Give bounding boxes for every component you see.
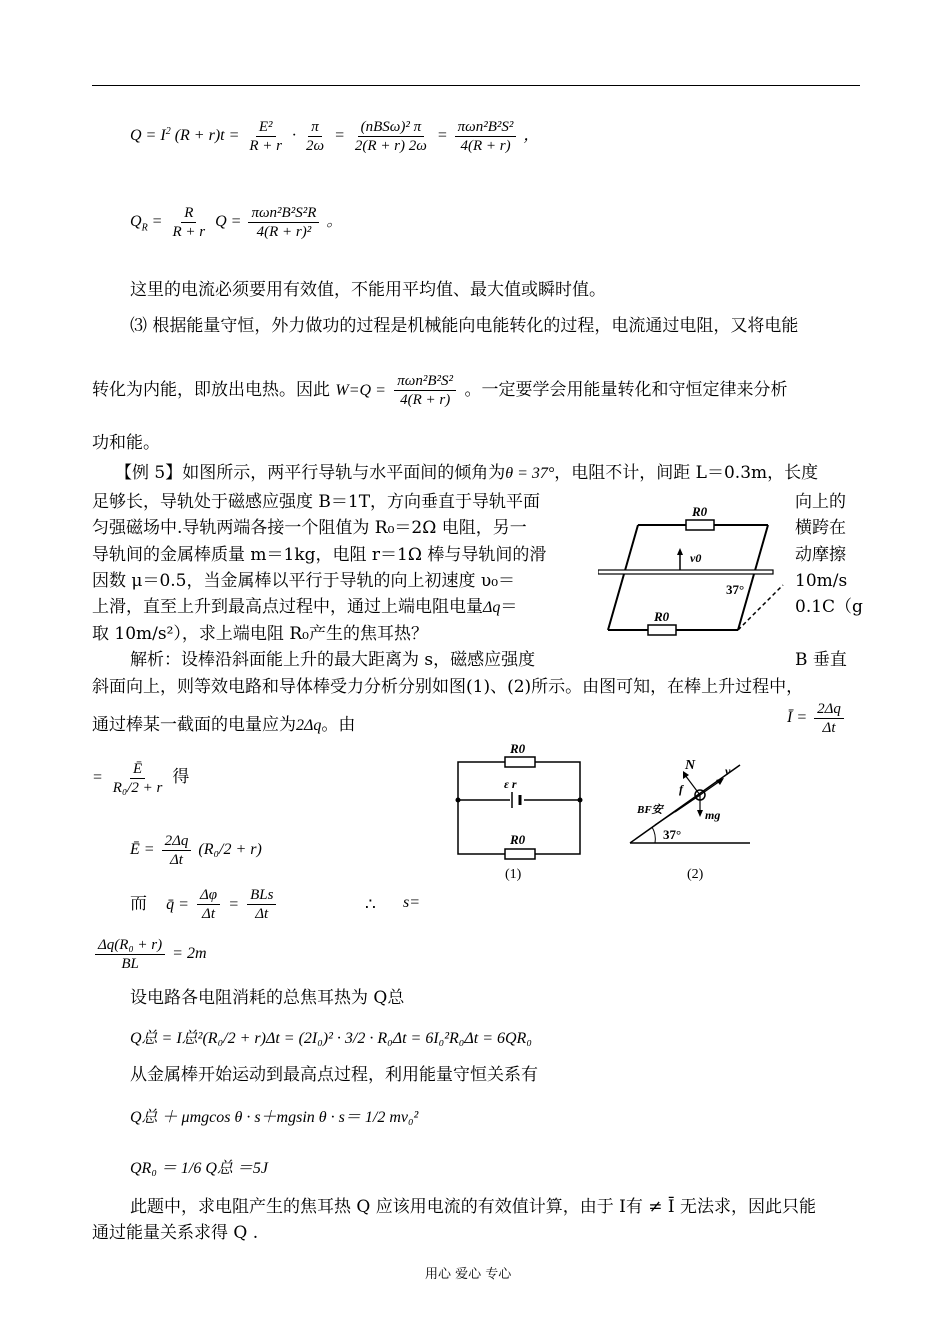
rail-figure bbox=[598, 490, 788, 640]
page-footer: 用心 爱心 专心 bbox=[425, 1267, 512, 1282]
force-caption: (2) bbox=[687, 867, 704, 882]
paragraph-energy-2: 转化为内能，即放出电热。因此 W=Q = $\frac{\text{πωn²B²S²}}{4(R + r)}$ 。一定要学会用能量转化和守恒定律来分析 bbox=[92, 373, 788, 408]
example-line-6b: 0.1C（g bbox=[795, 597, 863, 617]
formula-i-e: = $\frac{Ē}{\text{R₀/2 + r}}$ 得 bbox=[92, 761, 190, 796]
therefore-symbol: ∴ bbox=[365, 895, 376, 915]
force-figure bbox=[625, 755, 785, 885]
formula-e-bar: Ē = $\frac{2\Delta q}{\Delta t}$ (R₀/2 + r) bbox=[130, 833, 262, 868]
formula-q-bar: 而 q̄ = $\frac{\Delta\varphi}{\Delta t}$ = $\frac{\text{BLs}}{\Delta t}$ bbox=[130, 886, 279, 923]
force-mg-label: mg bbox=[705, 808, 721, 822]
force-bf-label: BF安 bbox=[637, 804, 663, 816]
example-line-2b: 向上的 bbox=[795, 492, 846, 512]
solution-line-1b: B 垂直 bbox=[795, 650, 847, 670]
force-v-label: v bbox=[725, 764, 731, 778]
rail-v0-label: v0 bbox=[690, 551, 702, 565]
energy-intro: 从金属棒开始运动到最高点过程，利用能量守恒关系有 bbox=[130, 1065, 538, 1085]
formula-q-r: $Q_R$ = $\frac{R}{R + r}$ Q = $\frac{\text{πωn²B²S²R}}{\text{4(R + r)²}}$ 。 bbox=[130, 205, 343, 240]
solution-line-1a: 解析：设棒沿斜面能上升的最大距离为 s，磁感应强度 bbox=[130, 650, 536, 670]
paragraph-energy-1: ⑶ 根据能量守恒，外力做功的过程是机械能向电能转化的过程，电流通过电阻，又将电能 bbox=[130, 316, 799, 336]
example-line-4a: 导轨间的金属棒质量 m＝1kg，电阻 r＝1Ω 棒与导轨间的滑 bbox=[92, 545, 547, 565]
formula-energy: Q总 ＋ μmgcos θ · s＋mgsin θ · s＝ 1/2 mv₀² bbox=[130, 1109, 419, 1126]
heat-intro: 设电路各电阻消耗的总焦耳热为 Q总 bbox=[130, 988, 405, 1008]
formula-s-label: s= bbox=[403, 894, 421, 911]
example-line-5a: 因数 μ＝0.5，当金属棒以平行于导轨的向上初速度 υ₀＝ bbox=[92, 571, 516, 591]
rail-r-top-label: R0 bbox=[692, 504, 708, 519]
example-line-1: 【例 5】如图所示，两平行导轨与水平面间的倾角为θ = 37°，电阻不计，间距 L＝0.3m，长度 bbox=[115, 463, 819, 483]
formula-q-total: $Q = I^2$ (R + r)t = $\frac{\text{E²}}{R + r}$ · $\frac{\pi}{2\omega}$ = $\frac{\text{(nBSω)² π}}{2(R + r) 2\omega}$ = $\frac{\text{πωn²B²S²}}{4(R + r)}$ ， bbox=[130, 119, 540, 154]
circuit-r-top-label: R0 bbox=[510, 741, 526, 756]
example-line-4b: 动摩擦 bbox=[795, 545, 846, 565]
conclusion-line-1: 此题中，求电阻产生的焦耳热 Q 应该用电流的有效值计算，由于 I有 ≠ Ī 无法求，因此只能 bbox=[130, 1197, 817, 1217]
circuit-r-bot-label: R0 bbox=[510, 832, 526, 847]
example-line-6a: 上滑，直至上升到最高点过程中，通过上端电阻电量Δq＝ bbox=[92, 597, 518, 617]
example-line-3a: 匀强磁场中.导轨两端各接一个阻值为 R₀＝2Ω 电阻，另一 bbox=[92, 518, 527, 538]
circuit-figure bbox=[450, 740, 590, 885]
example-line-5b: 10m/s bbox=[795, 571, 848, 591]
formula-result: QR₀ ＝ 1/6 Q总 ＝5J bbox=[130, 1160, 268, 1177]
example-line-3b: 横跨在 bbox=[795, 518, 846, 538]
formula-i-bar: Ī = $\frac{2\Delta q}{\Delta t}$ bbox=[787, 700, 847, 737]
force-n-label: N bbox=[685, 758, 696, 773]
example-line-7: 取 10m/s²），求上端电阻 R₀产生的焦耳热？ bbox=[92, 624, 428, 644]
paragraph-energy-3: 功和能。 bbox=[92, 433, 160, 453]
force-angle-label: 37° bbox=[663, 827, 682, 842]
force-f-label: f bbox=[679, 782, 683, 796]
circuit-src-label: ε r bbox=[504, 777, 517, 791]
formula-heat: Q总 = I总²(R₀/2 + r)Δt = (2I₀)² · 3/2 · R₀Δt = 6I₀²R₀Δt = 6QR₀ bbox=[130, 1030, 532, 1047]
solution-line-3: 通过棒某一截面的电量应为2Δq。由 bbox=[92, 715, 356, 735]
paragraph-effective-value: 这里的电流必须要用有效值，不能用平均值、最大值或瞬时值。 bbox=[130, 280, 606, 300]
circuit-caption: (1) bbox=[505, 867, 522, 882]
conclusion-line-2: 通过能量关系求得 Q . bbox=[92, 1223, 259, 1243]
header-rule bbox=[92, 85, 860, 86]
rail-angle-label: 37° bbox=[726, 582, 745, 597]
example-line-2a: 足够长，导轨处于磁感应强度 B＝1T，方向垂直于导轨平面 bbox=[92, 492, 541, 512]
solution-line-2: 斜面向上，则等效电路和导体棒受力分析分别如图(1)、(2)所示。由图可知，在棒上升过程中， bbox=[92, 677, 804, 697]
formula-s: $\frac{\text{Δq(R₀ + r)}}{BL}$ = 2m bbox=[92, 936, 207, 973]
rail-r-bot-label: R0 bbox=[654, 609, 670, 624]
